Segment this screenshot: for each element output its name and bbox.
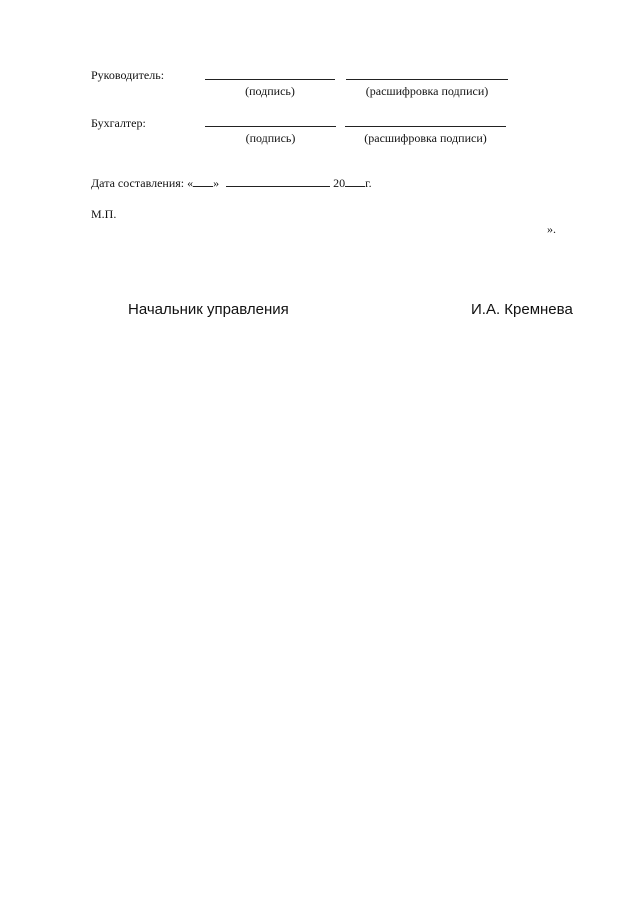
accountant-decryption-line bbox=[345, 126, 506, 127]
director-signature-line bbox=[205, 79, 335, 80]
date-year-suffix: г. bbox=[365, 176, 372, 190]
stamp-label: М.П. bbox=[91, 207, 117, 221]
date-month-blank bbox=[226, 176, 330, 187]
accountant-signature-line bbox=[205, 126, 336, 127]
date-close-quote: » bbox=[213, 176, 220, 190]
accountant-signature-caption: (подпись) bbox=[245, 131, 296, 145]
accountant-label: Бухгалтер: bbox=[91, 116, 146, 130]
director-label: Руководитель: bbox=[91, 68, 165, 82]
footer-signatory-name: И.А. Кремнева bbox=[471, 301, 573, 318]
director-decryption-caption: (расшифровка подписи) bbox=[365, 84, 489, 98]
date-year-prefix: 20 bbox=[333, 176, 346, 190]
date-line bbox=[91, 176, 372, 190]
director-signature-caption: (подпись) bbox=[245, 84, 295, 98]
director-decryption-line bbox=[346, 79, 508, 80]
date-prefix: Дата составления: « bbox=[91, 176, 194, 190]
closing-quote-mark: ». bbox=[547, 222, 556, 236]
footer-position: Начальник управления bbox=[128, 301, 289, 318]
accountant-decryption-caption: (расшифровка подписи) bbox=[364, 131, 487, 145]
date-year-blank bbox=[345, 176, 365, 187]
date-day-blank bbox=[193, 176, 213, 187]
